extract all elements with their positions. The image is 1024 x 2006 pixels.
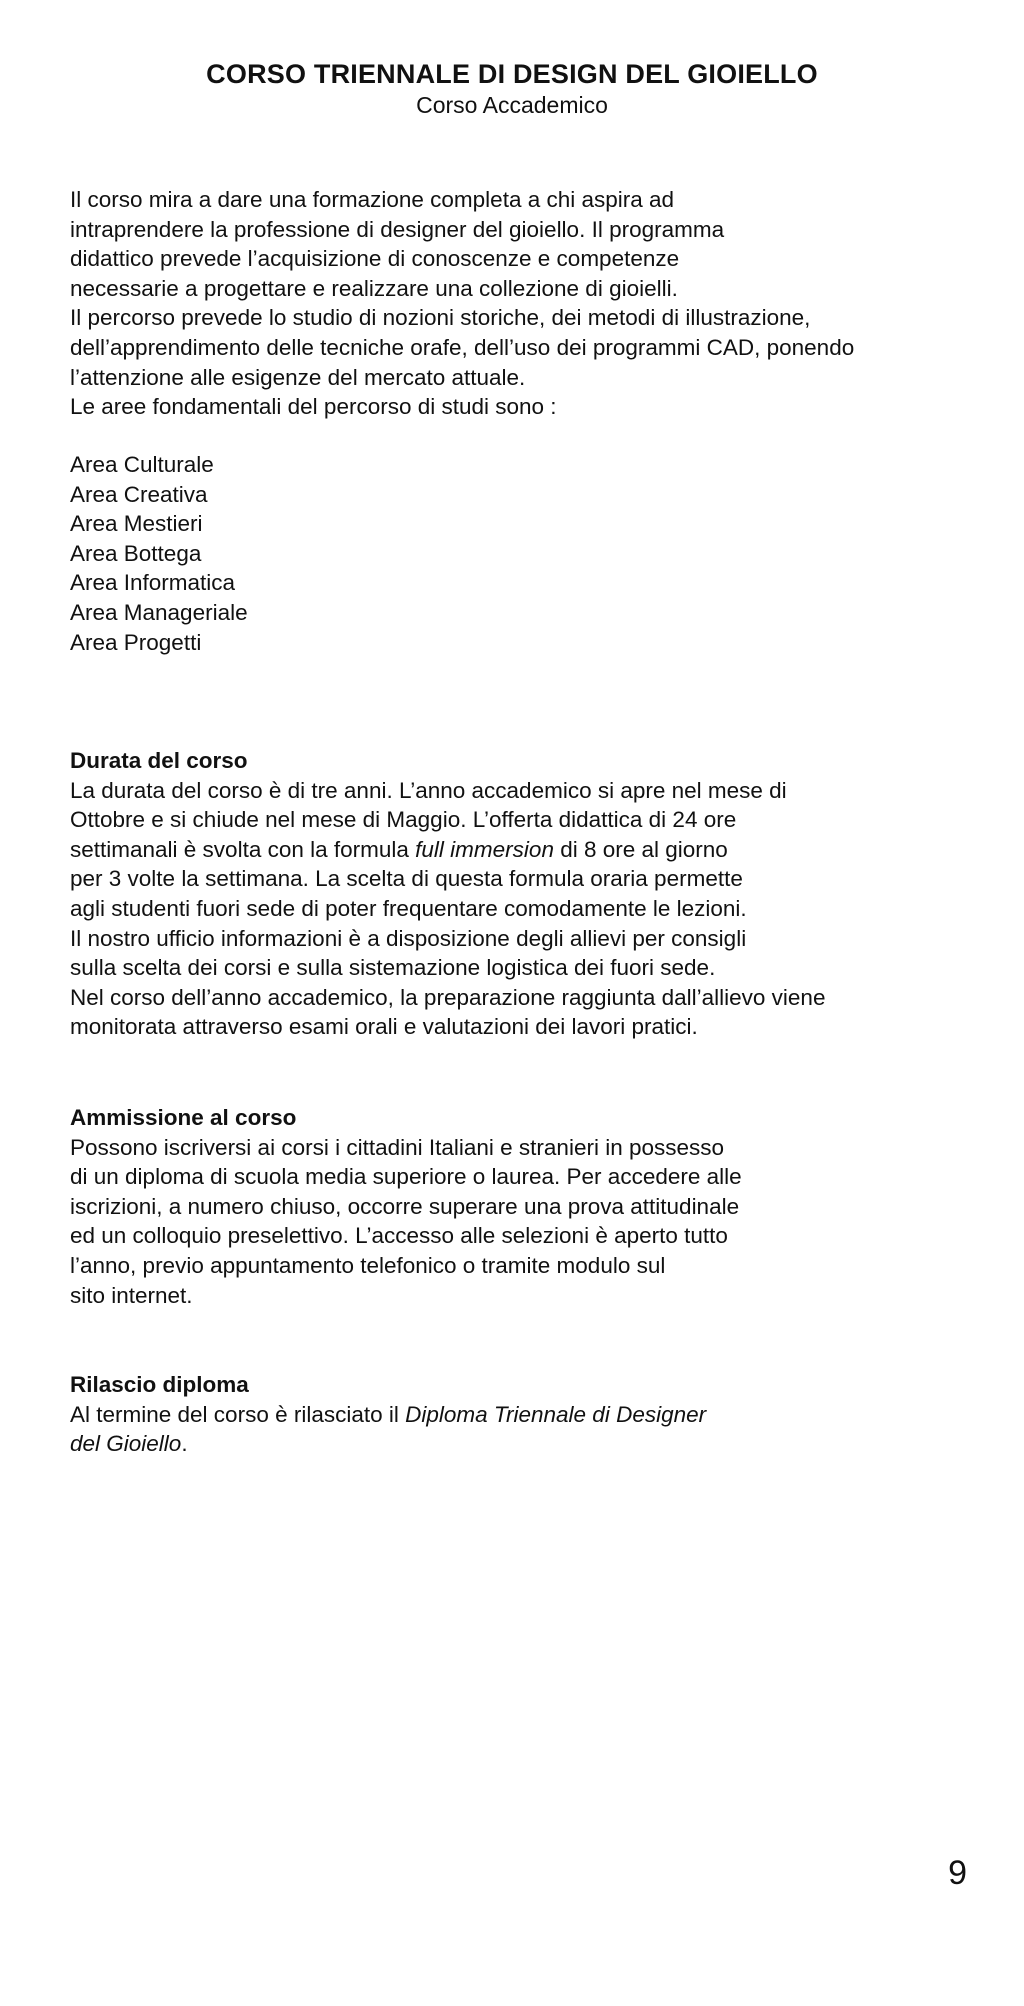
area-item: Area Manageriale (70, 599, 248, 625)
area-item: Area Informatica (70, 570, 236, 596)
rilascio-line (70, 1400, 970, 1430)
area-item: Area Bottega (70, 540, 202, 566)
ammissione-line: Possono iscriversi ai corsi i cittadini Italiani e stranieri in possesso (70, 1134, 725, 1160)
page-header (0, 58, 1024, 120)
durata-line: monitorata attraverso esami orali e valutazioni dei lavori pratici. (70, 1014, 698, 1040)
durata-line-text: di 8 ore al giorno (553, 836, 728, 862)
intro-line: l’attenzione alle esigenze del mercato attuale. (70, 364, 526, 390)
durata-line: sulla scelta dei corsi e sulla sistemazione logistica dei fuori sede. (70, 955, 716, 981)
ammissione-line: ed un colloquio preselettivo. L’accesso alle selezioni è aperto tutto (70, 1223, 728, 1249)
intro-paragraph (70, 185, 970, 422)
page-title: CORSO TRIENNALE DI DESIGN DEL GIOIELLO (206, 59, 818, 89)
durata-line: La durata del corso è di tre anni. L’anno accademico si apre nel mese di (70, 777, 787, 803)
durata-line: Nel corso dell’anno accademico, la preparazione raggiunta dall’allievo viene (70, 984, 826, 1010)
intro-line: Il percorso prevede lo studio di nozioni storiche, dei metodi di illustrazione, (70, 305, 811, 331)
ammissione-line: iscrizioni, a numero chiuso, occorre superare una prova attitudinale (70, 1193, 740, 1219)
ammissione-section (70, 1103, 970, 1310)
rilascio-line-text: Al termine del corso è rilasciato il (70, 1401, 406, 1427)
intro-line: Le aree fondamentali del percorso di studi sono : (70, 394, 557, 420)
intro-line: intraprendere la professione di designer del gioiello. Il programma (70, 216, 725, 242)
page-subtitle: Corso Accademico (416, 92, 608, 118)
durata-section (70, 746, 970, 1042)
area-item: Area Mestieri (70, 511, 203, 537)
durata-line: per 3 volte la settimana. La scelta di questa formula oraria permette (70, 866, 743, 892)
durata-line (70, 835, 970, 865)
intro-line: necessarie a progettare e realizzare una collezione di gioielli. (70, 275, 678, 301)
areas-list (70, 450, 970, 657)
page-number: 9 (948, 1854, 967, 1892)
rilascio-line-text: . (181, 1431, 188, 1457)
intro-line: didattico prevede l’acquisizione di conoscenze e competenze (70, 246, 680, 272)
intro-line: Il corso mira a dare una formazione completa a chi aspira ad (70, 187, 675, 212)
durata-emphasis: full immersion (415, 836, 554, 862)
rilascio-section (70, 1370, 970, 1459)
ammissione-heading: Ammissione al corso (70, 1105, 297, 1130)
rilascio-line (70, 1429, 970, 1459)
durata-line: Ottobre e si chiude nel mese di Maggio. L’offerta didattica di 24 ore (70, 807, 737, 833)
area-item: Area Progetti (70, 629, 202, 655)
rilascio-emphasis: Diploma Triennale di Designer (405, 1401, 707, 1427)
intro-line: dell’apprendimento delle tecniche orafe, dell’uso dei programmi CAD, ponendo (70, 334, 855, 360)
ammissione-line: sito internet. (70, 1282, 193, 1308)
area-item: Area Culturale (70, 452, 214, 477)
ammissione-line: di un diploma di scuola media superiore o laurea. Per accedere alle (70, 1164, 742, 1190)
rilascio-heading: Rilascio diploma (70, 1372, 249, 1397)
rilascio-emphasis: del Gioiello (70, 1431, 182, 1457)
area-item: Area Creativa (70, 481, 208, 507)
durata-heading: Durata del corso (70, 748, 248, 773)
durata-line: Il nostro ufficio informazioni è a disposizione degli allievi per consigli (70, 925, 747, 951)
durata-line-text: settimanali è svolta con la formula (70, 836, 416, 862)
ammissione-line: l’anno, previo appuntamento telefonico o tramite modulo sul (70, 1252, 666, 1278)
durata-line: agli studenti fuori sede di poter frequentare comodamente le lezioni. (70, 895, 747, 921)
